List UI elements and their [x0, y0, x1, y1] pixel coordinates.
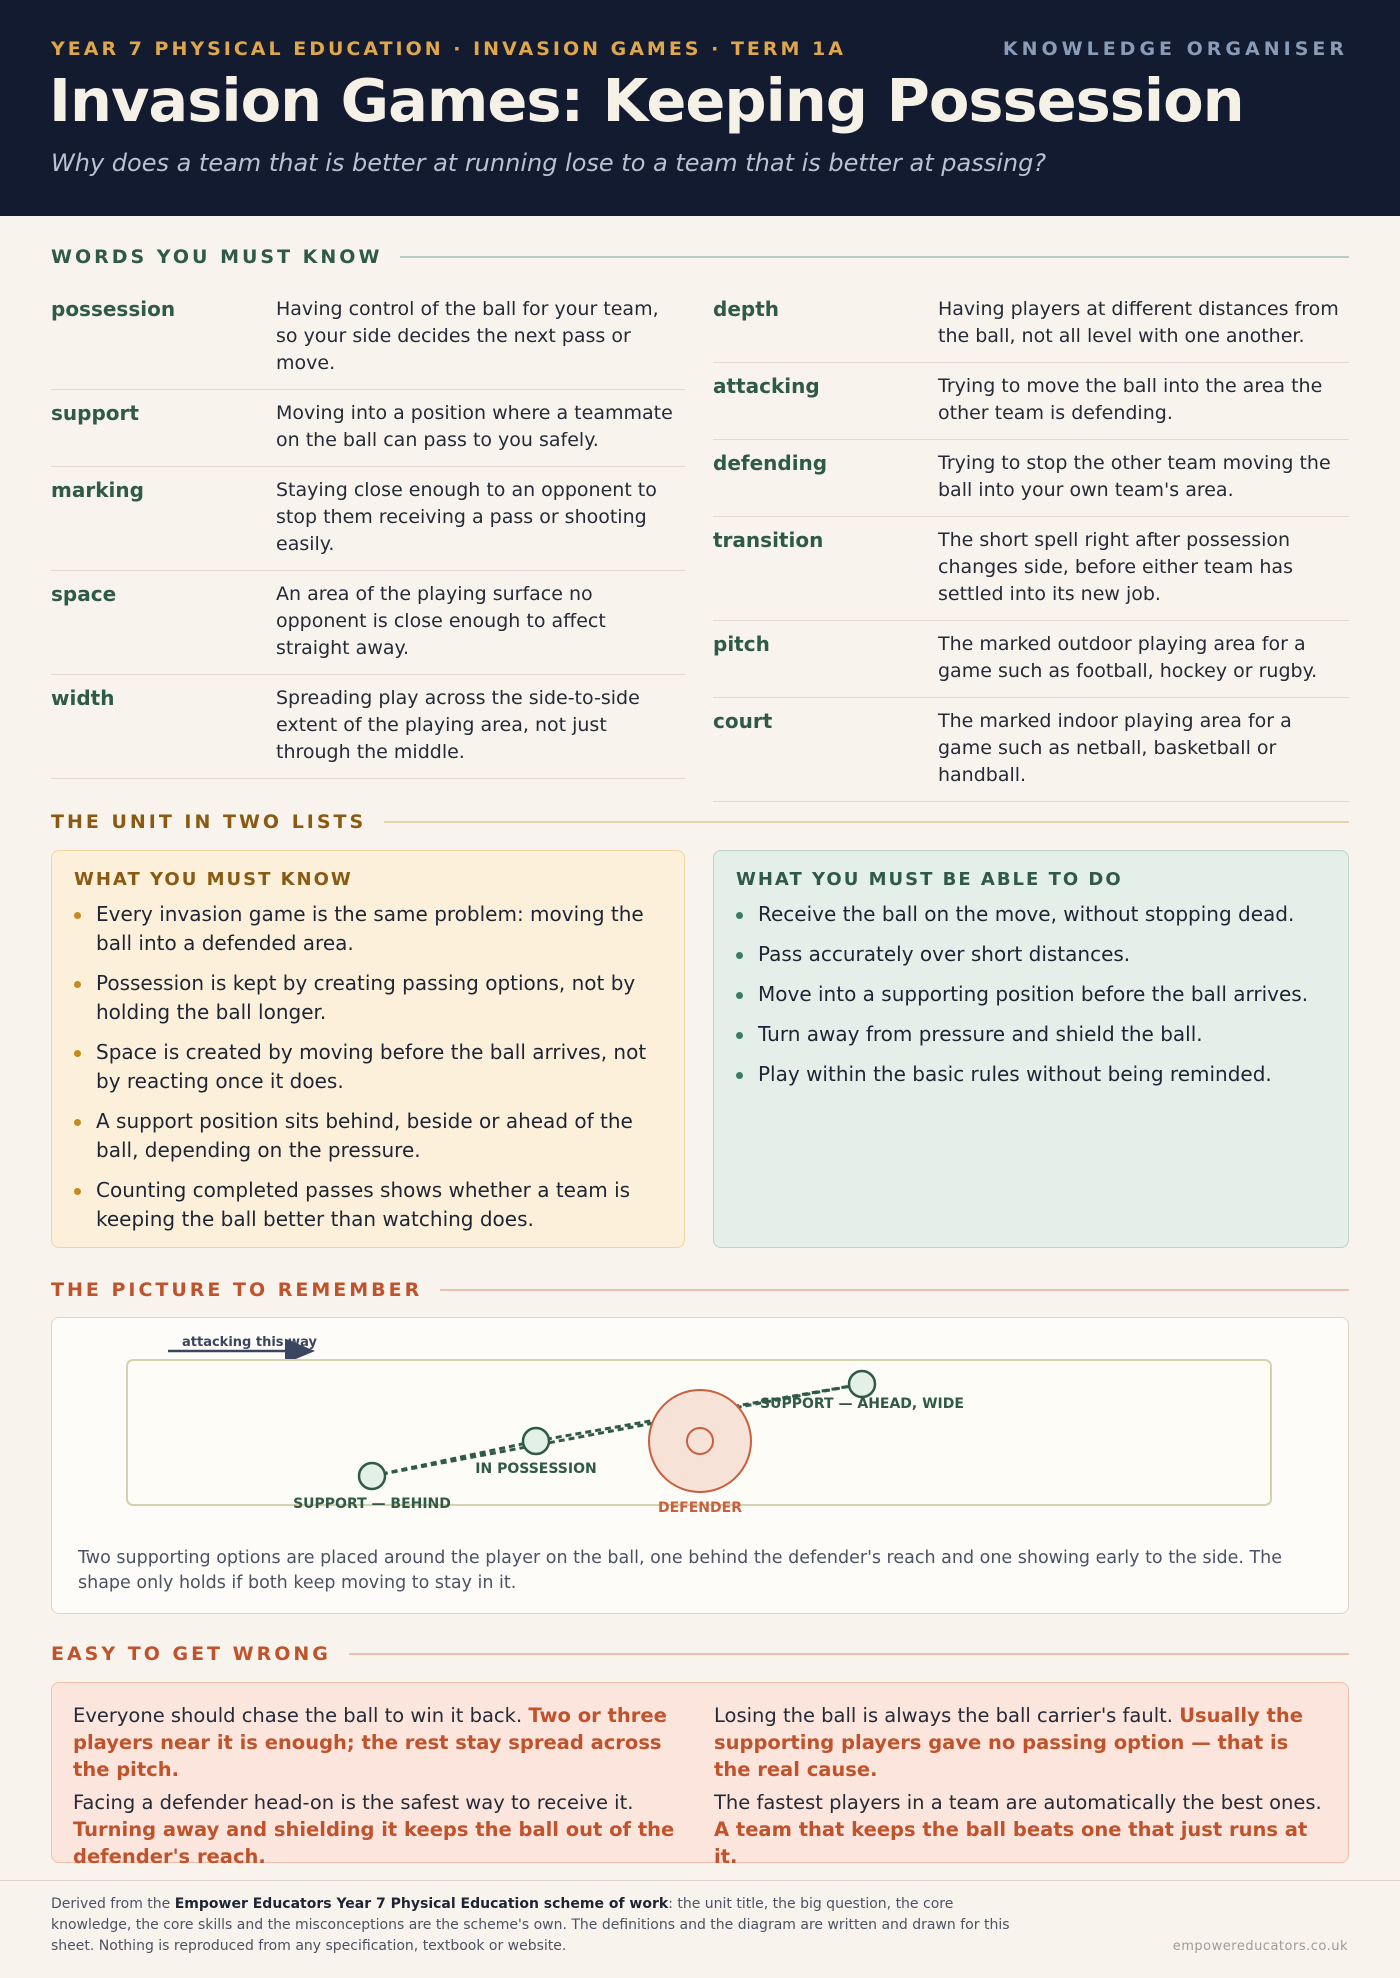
vocab-definition: Spreading play across the side-to-side extent of the playing area, not just through the middle.: [276, 687, 640, 763]
list-item: [736, 1020, 1326, 1049]
page-title: Invasion Games: Keeping Possession: [49, 66, 1244, 135]
header-banner: [0, 0, 1400, 216]
must-know-list: [74, 900, 662, 1234]
vocab-definition: Staying close enough to an opponent to stop them receiving a pass or shooting easily.: [276, 479, 657, 555]
vocab-definition: Trying to stop the other team moving the ball into your own team's area.: [938, 452, 1331, 501]
misconception-claim: Losing the ball is always the ball carrier's fault.: [714, 1704, 1173, 1727]
defender-label: DEFENDER: [658, 1500, 742, 1516]
vocab-row: [713, 621, 1349, 698]
unit-eyebrow: YEAR 7 PHYSICAL EDUCATION · INVASION GAMES · TERM 1A: [51, 38, 846, 60]
vocab-definition: The short spell right after possession changes side, before either team has settled into its new job.: [938, 529, 1293, 605]
misconception-item: [73, 1702, 683, 1783]
heading-rule: [384, 821, 1349, 823]
vocab-term: attacking: [713, 374, 820, 398]
vocab-term: marking: [51, 478, 144, 502]
vocab-term: court: [713, 709, 773, 733]
vocab-row: [713, 698, 1349, 802]
bullet-icon: [736, 952, 743, 959]
big-question: Why does a team that is better at running lose to a team that is better at passing?: [51, 149, 1047, 177]
list-item: [736, 980, 1326, 1009]
list-item-text: Counting completed passes shows whether a team is keeping the ball better than watching does.: [96, 1178, 631, 1231]
vocab-term: support: [51, 401, 139, 425]
vocab-term: space: [51, 582, 117, 606]
support-behind-player: [359, 1463, 385, 1489]
misconception-claim: The fastest players in a team are automatically the best ones.: [714, 1791, 1322, 1814]
footer-url: empowereducators.co.uk: [1172, 1939, 1348, 1954]
list-item: [736, 900, 1326, 929]
vocab-row: [51, 286, 685, 390]
support-ahead-player: [849, 1371, 875, 1397]
list-item-text: A support position sits behind, beside or ahead of the ball, depending on the pressure.: [96, 1109, 633, 1162]
document-type: KNOWLEDGE ORGANISER: [1002, 38, 1348, 60]
list-item: [74, 900, 662, 958]
vocab-definition: Trying to move the ball into the area the other team is defending.: [938, 375, 1323, 424]
vocab-heading-label: WORDS YOU MUST KNOW: [51, 246, 383, 268]
vocab-row: [713, 363, 1349, 440]
must-do-title: WHAT YOU MUST BE ABLE TO DO: [736, 869, 1123, 890]
lists-heading-label: THE UNIT IN TWO LISTS: [51, 811, 367, 833]
bullet-icon: [74, 912, 81, 919]
misconception-correction: Two or three players near it is enough; the rest stay spread across the pitch.: [73, 1704, 667, 1781]
source-details: : the unit title, the big question, the core knowledge, the core skills and the misconceptions are the scheme's own. The definitions and the diagram are written and drawn for this sheet. Nothing is reproduced from any specification, textbook or website.: [51, 1896, 1010, 1954]
source-prefix: Derived from the: [51, 1896, 175, 1912]
vocab-section-heading: [51, 244, 1349, 270]
vocab-row: [51, 675, 685, 779]
vocab-row: [713, 286, 1349, 363]
vocab-row: [51, 571, 685, 675]
source-note: [51, 1894, 1031, 1957]
vocab-term: width: [51, 686, 115, 710]
list-item: [74, 969, 662, 1027]
misconceptions-box: [51, 1682, 1349, 1868]
diagram-panel: [51, 1317, 1349, 1614]
misconception-correction: Turning away and shielding it keeps the ball out of the defender's reach.: [73, 1818, 675, 1868]
vocab-definition: Moving into a position where a teammate on the ball can pass to you safely.: [276, 402, 673, 451]
bullet-icon: [74, 1188, 81, 1195]
diagram-caption: Two supporting options are placed around the player on the ball, one behind the defender's reach and one showing early to the side. The shape only holds if both keep moving to stay in it.: [78, 1548, 1283, 1593]
list-item-text: Possession is kept by creating passing options, not by holding the ball longer.: [96, 971, 636, 1024]
misconception-claim: Facing a defender head-on is the safest way to receive it.: [73, 1791, 634, 1814]
misconception-item: [73, 1789, 683, 1870]
misconceptions-heading-label: EASY TO GET WRONG: [51, 1643, 331, 1665]
bullet-icon: [736, 1072, 743, 1079]
vocab-term: depth: [713, 297, 779, 321]
list-item: [74, 1038, 662, 1096]
lists-section-heading: [51, 809, 1349, 835]
misconception-correction: A team that keeps the ball beats one that just runs at it.: [714, 1818, 1308, 1868]
list-item-text: Turn away from pressure and shield the ball.: [758, 1022, 1203, 1046]
source-name: Empower Educators Year 7 Physical Education scheme of work: [174, 1896, 669, 1912]
list-item-text: Move into a supporting position before the ball arrives.: [758, 982, 1309, 1006]
must-know-box: [51, 850, 685, 1248]
list-item: [736, 1060, 1326, 1089]
bullet-icon: [74, 981, 81, 988]
diagram-section-heading: [51, 1277, 1349, 1303]
footer-divider: [0, 1880, 1400, 1881]
heading-rule: [349, 1653, 1349, 1655]
vocab-definition: The marked indoor playing area for a game such as netball, basketball or handball.: [938, 710, 1292, 786]
vocab-column-right: [713, 286, 1349, 802]
list-item: [736, 940, 1326, 969]
vocab-row: [713, 517, 1349, 621]
list-item-text: Pass accurately over short distances.: [758, 942, 1131, 966]
bullet-icon: [736, 1032, 743, 1039]
in-possession-label: IN POSSESSION: [475, 1461, 597, 1477]
list-item-text: Play within the basic rules without being reminded.: [758, 1062, 1272, 1086]
support-ahead-label: SUPPORT — AHEAD, WIDE: [760, 1396, 964, 1412]
vocab-term: possession: [51, 297, 176, 321]
possession-player: [523, 1428, 549, 1454]
list-item: [74, 1176, 662, 1234]
list-item-text: Every invasion game is the same problem: moving the ball into a defended area.: [96, 902, 644, 955]
vocab-row: [51, 467, 685, 571]
bullet-icon: [74, 1119, 81, 1126]
diagram-heading-label: THE PICTURE TO REMEMBER: [51, 1279, 423, 1301]
bullet-icon: [736, 992, 743, 999]
vocab-term: defending: [713, 451, 828, 475]
misconception-item: [714, 1789, 1329, 1870]
support-behind-label: SUPPORT — BEHIND: [293, 1496, 451, 1512]
must-do-box: [713, 850, 1349, 1248]
vocab-definition: Having control of the ball for your team, so your side decides the next pass or move.: [276, 298, 659, 374]
misconception-claim: Everyone should chase the ball to win it back.: [73, 1704, 523, 1727]
list-item-text: Space is created by moving before the ball arrives, not by reacting once it does.: [96, 1040, 647, 1093]
misconceptions-section-heading: [51, 1641, 1349, 1667]
list-item: [74, 1107, 662, 1165]
vocab-term: pitch: [713, 632, 770, 656]
heading-rule: [400, 256, 1349, 258]
vocab-definition: An area of the playing surface no opponent is close enough to affect straight away.: [276, 583, 606, 659]
vocab-column-left: [51, 286, 685, 779]
direction-label: attacking this way: [182, 1335, 317, 1350]
must-do-list: [736, 900, 1326, 1089]
vocab-term: transition: [713, 528, 824, 552]
must-know-title: WHAT YOU MUST KNOW: [74, 869, 353, 890]
list-item-text: Receive the ball on the move, without stopping dead.: [758, 902, 1295, 926]
bullet-icon: [74, 1050, 81, 1057]
defender-reach-zone: [649, 1390, 751, 1492]
vocab-definition: Having players at different distances from the ball, not all level with one another.: [938, 298, 1339, 347]
bullet-icon: [736, 912, 743, 919]
possession-diagram: [52, 1318, 1348, 1538]
misconception-item: [714, 1702, 1329, 1783]
heading-rule: [440, 1289, 1349, 1291]
misconception-correction: Usually the supporting players gave no passing option — that is the real cause.: [714, 1704, 1303, 1781]
vocab-definition: The marked outdoor playing area for a game such as football, hockey or rugby.: [938, 633, 1318, 682]
vocab-row: [713, 440, 1349, 517]
vocab-row: [51, 390, 685, 467]
